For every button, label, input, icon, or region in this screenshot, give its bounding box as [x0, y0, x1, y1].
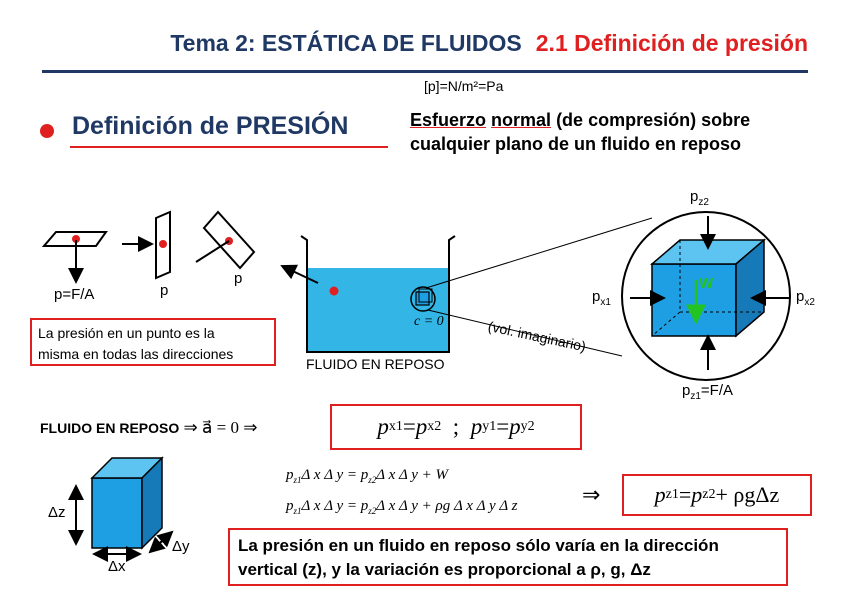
fluid-tank: [282, 236, 455, 352]
label-px1: $p_{x1}$: [592, 288, 611, 308]
label-pz1: $p_{z1}=F/A$: [682, 382, 734, 402]
balance-line1: $p_{z1}\Delta$ x Δ $y = p_{z2}\Delta$ x Δ y + W: [286, 467, 449, 485]
label-c-zero: c = 0: [414, 314, 444, 329]
label-dz: Δz: [48, 504, 66, 521]
horizontal-pressure-equality: p x1 = p x2 ; p y1 = p y2: [330, 404, 582, 450]
fluid-at-rest-label: FLUIDO EN REPOSO: [306, 356, 445, 372]
label-p-vertical: p: [160, 282, 169, 299]
units-note: [p]=N/m²=Pa: [424, 78, 504, 94]
vertical-plane-icon: [156, 212, 170, 278]
definition-line2: cualquier plano de un fluido en reposo: [410, 134, 742, 154]
eq-lead-text: FLUIDO EN REPOSO: [40, 420, 180, 436]
conclusion-box: [228, 528, 788, 586]
label-p-inclined: p: [234, 270, 243, 287]
label-pz2: $p_{z2}$: [690, 188, 709, 208]
equilibrium-lead: [40, 418, 257, 438]
imaginary-volume-zoom: [622, 212, 790, 380]
conclusion-line1: La presión en un fluido en reposo sólo varía en la dirección: [238, 536, 719, 555]
hydrostatic-equation: p z1 = p z2 + ρgΔz: [622, 474, 812, 516]
balance-line2: $p_{z1}\Delta$ x Δ $y = p_{z2}\Delta$ x Δ y + ρg Δ x Δ y Δ z: [286, 498, 518, 516]
note-line2: misma en todas las direcciones: [38, 346, 234, 362]
vertical-force-balance: [286, 462, 518, 524]
definition-word-normal: normal: [491, 110, 552, 130]
implies-symbol: ⇒: [582, 482, 601, 507]
label-dy: Δy: [172, 538, 190, 555]
definition-rest: (de compresión) sobre: [551, 110, 751, 130]
fluid-element-cube: [76, 458, 172, 554]
horizontal-plane-icon: [44, 232, 106, 282]
isotropy-note: [30, 318, 276, 366]
conclusion-line2: vertical (z), y la variación es proporcional a ρ, g, Δz: [238, 560, 651, 579]
topic-title: Tema 2: ESTÁTICA DE FLUIDOS: [170, 30, 522, 56]
label-px2: $p_{x2}$: [796, 288, 815, 308]
label-weight: W: [699, 275, 714, 292]
eq-lead-math: ⇒ a⃗ = 0 ⇒: [179, 418, 258, 437]
section-title: 2.1 Definición de presión: [535, 30, 808, 56]
imaginary-volume-label: (vol. imaginario): [486, 318, 588, 355]
definition-word-esfuerzo: Esfuerzo: [410, 110, 487, 130]
label-p-fa: p=F/A: [54, 286, 95, 303]
note-line1: La presión en un punto es la: [38, 325, 215, 341]
inclined-plane-icon: [196, 212, 254, 268]
section-heading: Definición de PRESIÓN: [72, 112, 349, 140]
label-dx: Δx: [108, 558, 126, 575]
